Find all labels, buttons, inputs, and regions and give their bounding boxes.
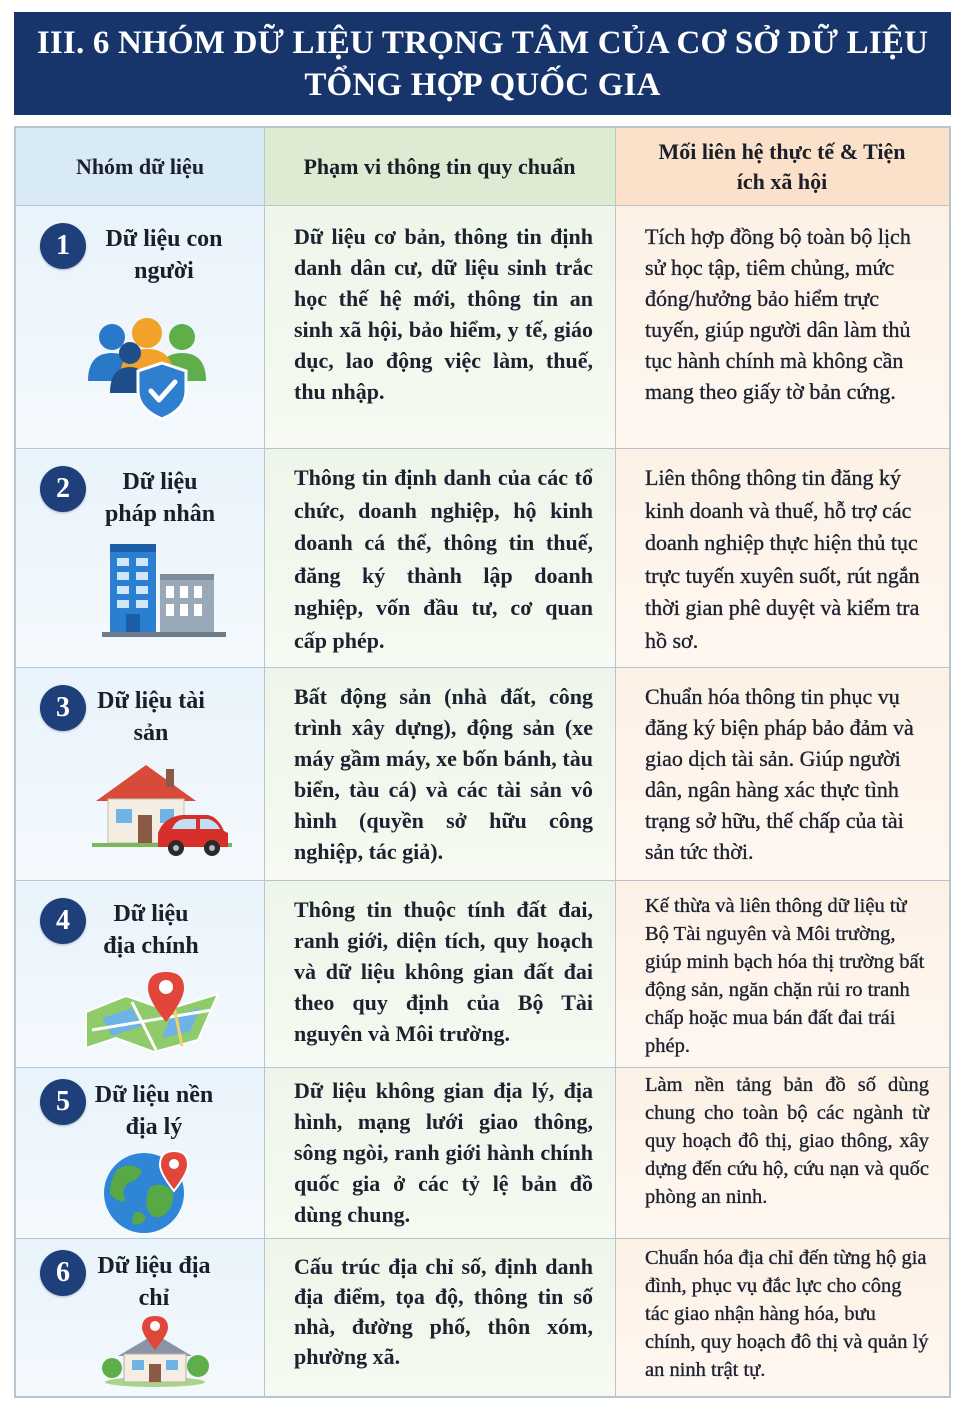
scope-cell xyxy=(264,1238,615,1396)
relation-cell xyxy=(615,880,949,1067)
globe-pin-icon xyxy=(98,1147,198,1237)
office-buildings-icon xyxy=(102,540,226,640)
row-divider xyxy=(16,1238,949,1239)
group-name: Dữ liệu pháp nhân xyxy=(104,469,216,527)
row-divider xyxy=(16,667,949,668)
group-cell xyxy=(16,667,264,880)
table-row xyxy=(16,1238,949,1396)
table-row xyxy=(16,1067,949,1238)
group-name: Dữ liệu địa chính xyxy=(103,901,199,959)
row-divider xyxy=(16,880,949,881)
header-group: Nhóm dữ liệu xyxy=(16,128,264,205)
row-divider xyxy=(16,1067,949,1068)
scope-cell xyxy=(264,448,615,667)
table-row xyxy=(16,205,949,448)
relation-cell xyxy=(615,205,949,448)
relation-cell xyxy=(615,1067,949,1238)
row-divider xyxy=(16,205,949,206)
scope-cell xyxy=(264,880,615,1067)
relation-text: Chuẩn hóa thông tin phục vụ đăng ký biện pháp bảo đảm và giao dịch tài sản. Giúp người dân, ngân hàng xác thực tình trạng sở hữu, thế chấp của tài sản tức thời. xyxy=(645,684,914,864)
scope-text: Dữ liệu không gian địa lý, địa hình, mạng lưới giao thông, sông ngòi, ranh giới hành chính quốc gia ở các tỷ lệ bản đồ dùng chung. xyxy=(294,1078,593,1227)
table-row xyxy=(16,667,949,880)
scope-cell xyxy=(264,205,615,448)
group-cell xyxy=(16,880,264,1067)
group-name: Dữ liệu tài sản xyxy=(97,688,205,746)
group-cell xyxy=(16,448,264,667)
relation-text: Kế thừa và liên thông dữ liệu từ Bộ Tài nguyên và Môi trường, giúp minh bạch hóa thị trường bất động sản, ngăn chặn rủi ro tranh chấp hoặc mua bán đất đai trái phép. xyxy=(645,895,925,1057)
scope-text: Bất động sản (nhà đất, công trình xây dựng), động sản (xe máy gầm máy, xe bốn bánh, tàu biển, tàu cá) và các tài sản vô hình (quyền sở hữu công nghiệp, tác giả). xyxy=(294,684,593,864)
relation-cell xyxy=(615,1238,949,1396)
group-cell xyxy=(16,205,264,448)
group-name: Dữ liệu địa chỉ xyxy=(97,1253,211,1311)
relation-cell xyxy=(615,448,949,667)
relation-text: Tích hợp đồng bộ toàn bộ lịch sử học tập, tiêm chủng, mức đóng/hưởng bảo hiểm trực tuyến, giúp người dân làm thủ tục hành chính mà không cần mang theo giấy tờ bản cứng. xyxy=(645,224,911,404)
house-car-icon xyxy=(92,759,232,859)
scope-cell xyxy=(264,1067,615,1238)
page-title: III. 6 NHÓM DỮ LIỆU TRỌNG TÂM CỦA CƠ SỞ DỮ LIỆU TỔNG HỢP QUỐC GIA xyxy=(36,24,929,103)
scope-text: Thông tin thuộc tính đất đai, ranh giới, diện tích, quy hoạch và dữ liệu không gian đất đai theo quy định của Bộ Tài nguyên và Môi trường. xyxy=(294,897,593,1046)
row-number-badge: 3 xyxy=(40,685,86,731)
row-number-badge: 4 xyxy=(40,898,86,944)
column-divider xyxy=(615,128,616,1396)
row-number-badge: 2 xyxy=(40,466,86,512)
row-divider xyxy=(16,448,949,449)
group-name: Dữ liệu con người xyxy=(105,226,223,284)
row-number-badge: 6 xyxy=(40,1250,86,1296)
house-pin-icon xyxy=(100,1316,210,1388)
header-relation: Mối liên hệ thực tế & Tiện ích xã hội xyxy=(615,128,949,205)
relation-text: Liên thông thông tin đăng ký kinh doanh và thuế, hỗ trợ các doanh nghiệp thực hiện thủ tục trực tuyến xuyên suốt, rút ngắn thời gian phê duyệt và kiểm tra hồ sơ. xyxy=(645,465,920,653)
group-cell xyxy=(16,1067,264,1238)
table-row xyxy=(16,448,949,667)
scope-text: Dữ liệu cơ bản, thông tin định danh dân cư, dữ liệu sinh trắc học thế hệ mới, thông tin an sinh xã hội, bảo hiểm, y tế, giáo dục, lao động việc làm, thuế, thu nhập. xyxy=(294,224,593,404)
relation-text: Làm nền tảng bản đồ số dùng chung cho toàn bộ các ngành từ quy hoạch đô thị, giao thông, xây dựng đến cứu hộ, cứu nạn và quốc phòng an ninh. xyxy=(645,1074,929,1208)
scope-text: Cấu trúc địa chỉ số, định danh địa điểm, tọa độ, thông tin số nhà, đường phố, thôn xóm, phường xã. xyxy=(294,1254,593,1369)
table-row xyxy=(16,880,949,1067)
relation-text: Chuẩn hóa địa chỉ đến từng hộ gia đình, phục vụ đắc lực cho công tác giao nhận hàng hóa, bưu chính, quy hoạch đô thị và quản lý an ninh trật tự. xyxy=(645,1247,929,1381)
data-groups-table xyxy=(14,126,951,1398)
group-name: Dữ liệu nền địa lý xyxy=(94,1082,214,1140)
map-pin-icon xyxy=(82,966,222,1056)
scope-cell xyxy=(264,667,615,880)
header-scope: Phạm vi thông tin quy chuẩn xyxy=(264,128,615,205)
relation-cell xyxy=(615,667,949,880)
scope-text: Thông tin định danh của các tổ chức, doanh nghiệp, hộ kinh doanh cá thể, thông tin thuế, đăng ký thành lập doanh nghiệp, vốn đầu tư, cơ quan cấp phép. xyxy=(294,465,593,653)
column-divider xyxy=(264,128,265,1396)
group-cell xyxy=(16,1238,264,1396)
row-number-badge: 5 xyxy=(40,1079,86,1125)
people-shield-icon xyxy=(82,315,212,425)
title-banner xyxy=(14,12,951,115)
row-number-badge: 1 xyxy=(40,223,86,269)
